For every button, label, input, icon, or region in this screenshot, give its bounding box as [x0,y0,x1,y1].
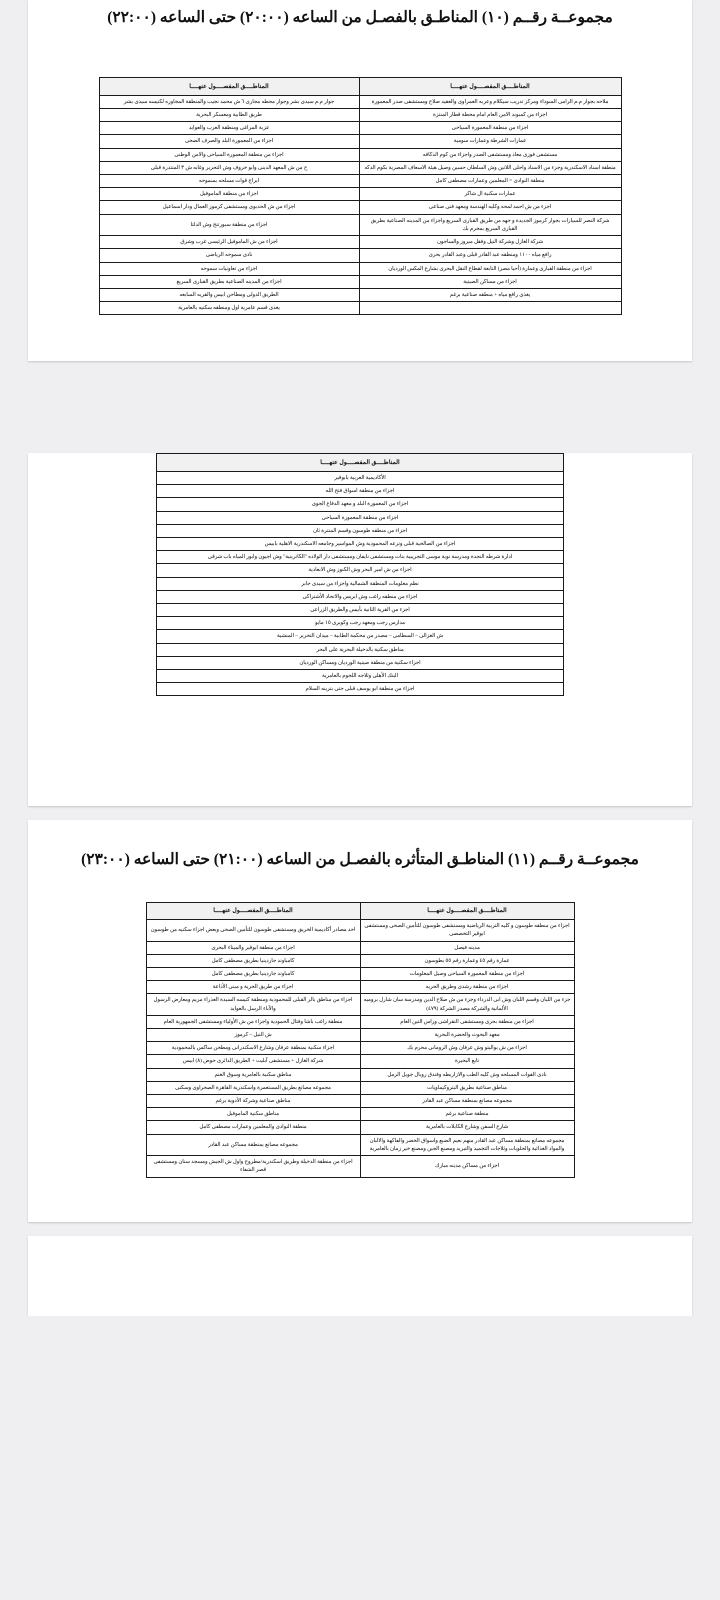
column-header-right: المناطــــق المفصــــول عنهــــا [359,78,621,96]
cell-right: اجزاء من منطقه طوسون و كليه التربية الرياضية ومستشفى طوسون للتأمين الصحى ومستشفى ابوقير التخصصى [360,920,574,941]
cell-right: مدينه فيصل [360,941,574,954]
table-header-row [99,78,621,96]
areas-table-3-body [146,920,574,1177]
cell-left: مناطق صناعية وشركة الأدوية برغم [146,1095,360,1108]
table-row [157,524,564,537]
cell: الأكاديمية العربية بابوقير [157,471,564,484]
cell-left: اجزاء من تعاونيات سموحه [99,262,359,275]
cell-right: منطقة اسناد الاسكندرية وجزء من الاسناد واحلى اللاتين وش السلطان حسين وصيل هيئة الاسعاف المصرية بكوم الدكه [359,161,621,174]
cell: البنك الأهلى وثلاجه اللحوم بالعامرية [157,669,564,682]
table-row [99,249,621,262]
cell-right: مستشفى فوزى معاذ ومستشفى الصدر واجزاء من كوم الدكافه [359,148,621,161]
cell: اجزاء من منطقة ابو يوسف قبلى حتى بترينه السلام [157,683,564,696]
cell-left: اجزاء من منطقة الدخيلة وطريق اسكندرية/مطروح واول ش الجيش ومسجد سنان ومستشفى قصر الشفاء [146,1156,360,1177]
table-wrapper-2 [50,453,670,696]
table-row [146,920,574,941]
cell-left: جوار م.م سيدى بشر وجوار محطه مجارى ٦ ش محمد نجيب والمنطقة المجاوره لكنيسه سيدى بشر [99,95,359,108]
cell-right: اجزاء من منطقة القبارى وعمارة (أحيا مصر) التابعة لقطاع النقل البحرى بشارع المكس الورديان [359,262,621,275]
cell-left: مجموعه مصانع بطريق المستعمرة واسكندرية القاهرة الصحراوى وسكنى [146,1081,360,1094]
cell-left: اجزاء من المعمورة البلد والصرف الصحى [99,135,359,148]
cell: مدارس رجب ومعهد رجب وكوبرى ١٥ مايو [157,617,564,630]
table-row [157,511,564,524]
cell: اجزاء من الصالحية قبلى وترعه المحمودية وش المواسير وجامعه الاسكندرية الاهلية بابيس [157,537,564,550]
table-header-row [146,902,574,920]
cell-right: جزء من اللبان وقسم اللبان وش ابى الدرداء وجزء من ش صلاح الدين ومدرسة سان شارل بروميه الألمانية والشركة مصدر الشركة (٤٧٩) [360,994,574,1015]
table-row [146,941,574,954]
areas-table-1 [99,77,622,315]
cell-right: اجزاء من مساكن مدينه مبارك [360,1156,574,1177]
table-row [157,630,564,643]
cell-right: مناطق صناعية بطريق البتروكيماويات [360,1081,574,1094]
cell-left: كامباوند جاردينيا بطريق مصطفى كامل [146,968,360,981]
table-row [157,669,564,682]
table-row [146,1134,574,1155]
cell: مناطق سكنية بالدخيلة البحرية على البحر [157,643,564,656]
document-page-1 [28,0,692,361]
document-page-4 [28,1236,692,1316]
table-row [99,135,621,148]
table-row [157,603,564,616]
cell-left: اجزاء من ش الماموفيل الرئيسى غرب وشرق [99,236,359,249]
areas-table-2 [156,453,564,696]
cell-right: شركة الغازل وشركة النيل وفقل ميروز والساجون [359,236,621,249]
table-row [157,564,564,577]
cell: اجزاء من منطقه راغب وش ابريس والاتحاد الأشتراكى [157,590,564,603]
cell-right: اجزاء من مساكن الصينية [359,275,621,288]
cell-left: اجزاء من منطقة الماموفيل [99,188,359,201]
table-row [157,471,564,484]
areas-table-2-body [157,471,564,695]
cell-right: منطقة صناعية برغم [360,1108,574,1121]
table-header-row [157,454,564,472]
table-wrapper-1 [50,77,670,315]
cell-right: تابع البحيرة [360,1055,574,1068]
cell-left: ح من ش المعهد الدينى وابو خروف وش التحرير وغابه ش ٣ المنتدرة قبلى [99,161,359,174]
table-row [146,1095,574,1108]
table-row [99,302,621,315]
cell-right: نادى القوات المسلحه وش كليه الطب والازاربطه وفندق روبال جويل الرمل [360,1068,574,1081]
document-page-3 [28,820,692,1221]
cell-left: مناطق سكنية الماموفيل [146,1108,360,1121]
cell: اجزاء من منطقة اسواق فتح الله [157,485,564,498]
cell-left: اجزاء من منطقة ابوقير والميناء البحرى [146,941,360,954]
page-1-content [28,6,692,315]
cell-left: يغذى قسم عامرية اول ومنطقه سكنيه بالعامرية [99,302,359,315]
table-row [146,1042,574,1055]
table-row [99,175,621,188]
table-row [157,643,564,656]
cell: ش الغزالى – السطامى – مصدر من محكمة الطابية – ميدان التحرير – المنشية [157,630,564,643]
column-header-right: المناطــــق المفصــــول عنهــــا [360,902,574,920]
cell-left: اجزاء من ش الحدبوى ومستشفى كرموز العمال ودار اسماعيل [99,201,359,214]
table-row [157,577,564,590]
cell: اجزاء من المعمورة البلد و معهد الدفاع الجوى [157,498,564,511]
cell: اجزاء سكنية من منطقة صينية الورديان ومساكن الورديان [157,656,564,669]
table-row [146,1029,574,1042]
cell: اجزاء من ش امير البحر وش الكنوز وش الابعادية [157,564,564,577]
cell-right: مجموعه مصانع بمنطقة مساكن عبد القادر [360,1095,574,1108]
cell-right: اجزاء من منطقة المعمورة السياحى وصيل المعلومات [360,968,574,981]
cell-right: عمارات سكنية ال شاكر [359,188,621,201]
cell-left: مجموعه مصانع بمنطقة مساكن عبد القادر [146,1134,360,1155]
column-header: المناطــــق المفصــــول عنهــــا [157,454,564,472]
cell-left: اجزاء من مناطق بالر القبلى للمحمودية ومنطقة كنيسه السيدة العذراء مريم ومعارض الرسول والآباء الرسل بالعوايد [146,994,360,1015]
cell-left: اجزاء من المدينه الصناعية بطريق القبارى السريع [99,275,359,288]
table-row [99,288,621,301]
table-row [157,683,564,696]
cell-left: منطقة راغب باشا وفتال الحمودية واجزاء من ش الأولياء ومستشفى الجمهورية العام [146,1015,360,1028]
document-page-2 [28,453,692,806]
table-row [146,1068,574,1081]
cell-right: رافع مياه ١١٠٠ ومنطقه عبد القادر قبلى وعبد القادر بحرى [359,249,621,262]
table-row [146,1015,574,1028]
cell-right: اجزء من ش احمد لمحه وكليه الهندسة ومعهد فنى صناعى [359,201,621,214]
cell-left: اجزاء سكنية بمنطقة عرفان وشارع الاسكندرانى ومطحن ساكس بالمحمودية [146,1042,360,1055]
table-row [99,201,621,214]
cell-right: معهد البحوث والحضرة البحرية [360,1029,574,1042]
table-row [99,275,621,288]
cell: ادارة شرطه النجدة ومدرسة نوبة موسى التجريبية بنات ومستشفى نايفان ومستشفى دار الولاده "الكاترينية" وش اجيون وابور المياه باب شرقى [157,551,564,564]
table-row [146,1055,574,1068]
cell-left: طريق الطابية ومعسكر البحرية [99,109,359,122]
table-row [99,122,621,135]
table-row [157,485,564,498]
cell-right: مجموعه مصانع بمنطقة مساكن عبد القادر منهم نعيم الضبع واسواق الخضر والفاكهة والالبان والمواد الغذائية والحلويات وثلاجات التجميد والتبريد ومصنع الجبن ومصنع خير زمان بالعامرية [360,1134,574,1155]
cell-right-empty [359,302,621,315]
page-2-content [28,453,692,696]
cell-right: اجزاء من منطقة رشدى وطريق الحريه [360,981,574,994]
cell-left: الطريق الدولى ومطاحن ابيس والقريه السابعه [99,288,359,301]
table-row [157,656,564,669]
cell: نظم معلومات المنطقة الشمالية واجزاء من سيدى جابر [157,577,564,590]
areas-table-1-body [99,95,621,314]
cell: اجزاء من منطقه طوسون وقسم المنترة ثان [157,524,564,537]
cell-right: اجزاء من منطقة بحرى ومستشفى النقراشى وراس التين العام [360,1015,574,1028]
table-row [146,994,574,1015]
table-row [146,1121,574,1134]
table-row [157,498,564,511]
cell-right: اجزاء من ش بواليتو وش عرفان وش الرومانى محرم بك [360,1042,574,1055]
table-row [157,590,564,603]
table-row [157,537,564,550]
table-row [99,148,621,161]
cell-left: مناطق سكنية بالعامرية وسوق الغنم [146,1068,360,1081]
cell-right: ملاحه بجوار م.م الرامى السوداء ومركز تدريب سيكلام وعربه العمراوى والعقيد صلاح ومستشفى صدر المعمورة [359,95,621,108]
page-3-content [28,848,692,1177]
table-row [146,954,574,967]
table-row [146,968,574,981]
table-row [99,188,621,201]
table-row [146,1108,574,1121]
cell-left: احد مصادر أكاديمية الخريق ومستشفى طوسون للتأمين الصحى وبعض اجزاء سكنيه من طوسون [146,920,360,941]
cell-right: يغذى رافع مياه + منطقه صناعية برغم [359,288,621,301]
table-row [99,236,621,249]
table-row [99,95,621,108]
cell-right: اجزاء من كمبوند الامن العام امام محطة قطار المنتزة [359,109,621,122]
table-row [99,262,621,275]
page-title-group-10: مجموعــة رقــم (١٠) المناطـق بالفصـل من الساعه (٢٠:٠٠) حتى الساعه (٢٢:٠٠) [107,9,613,26]
cell-left: عزبة المراغى ومنطقة العرب والعوايد [99,122,359,135]
table-row [99,109,621,122]
table-row [157,617,564,630]
cell: اجزاء من منطقة المعمورة السياحى [157,511,564,524]
page-title-group-11: مجموعــة رقــم (١١) المناطـق المتأثره بالفصـل من الساعه (٢١:٠٠) حتى الساعه (٢٣:٠٠) [81,851,639,869]
table-row [157,551,564,564]
cell-left: ابراج قوات مسلحه بسموحه [99,175,359,188]
table-row [146,1156,574,1177]
cell-left: نادى سموحه الرياضى [99,249,359,262]
cell-left: منطقة النوادى والمعلمين وعمارات مصطفى كامل [146,1121,360,1134]
cell-right: عمارات الشرطة وعمارات سومية [359,135,621,148]
cell-left: ش النيل – كرموز [146,1029,360,1042]
areas-table-3 [146,902,575,1178]
column-header-left: المناطــــق المفصــــول عنهــــا [146,902,360,920]
cell-right: منطقة النوادى = المعلمين وعمارات مصطفى كامل [359,175,621,188]
table-row [146,981,574,994]
table-row [99,214,621,235]
table-row [99,161,621,174]
cell-left: شركة الغازل + مستشفى آبليت + الطريق الدائرى حوض (٨) ابيس [146,1055,360,1068]
cell-right: اجزاء من منطقة المعمورة السياحى [359,122,621,135]
cell-right: شركة النصر للسيارات بجوار كرموز الجديدة و جهه من طريق القبارى السريع واجزاء من المدينه الصناعية بطريق القبارى السريع بمحرم بك [359,214,621,235]
cell-left: اجزاء من منطقة سبورتنج وش الدلتا [99,214,359,235]
cell: اجزء من القرية الثانية بأبيس والطريق الزراعى [157,603,564,616]
table-wrapper-3 [50,902,670,1178]
cell-left: كامباوند جاردينيا بطريق مصطفى كامل [146,954,360,967]
table-row [146,1081,574,1094]
cell-right: عمارة رقم ٤٥ وعمارة رقم ٥٥ بطوسون [360,954,574,967]
cell-right: شارع السفن وشارع الكابلات بالعامرية [360,1121,574,1134]
cell-left: اجزاء من منطقة المعمورة السياحى والامن الوطنى [99,148,359,161]
column-header-left: المناطــــق المفصــــول عنهــــا [99,78,359,96]
cell-left: اجزاء من طريق الحرية و مبنى الأذاعة [146,981,360,994]
